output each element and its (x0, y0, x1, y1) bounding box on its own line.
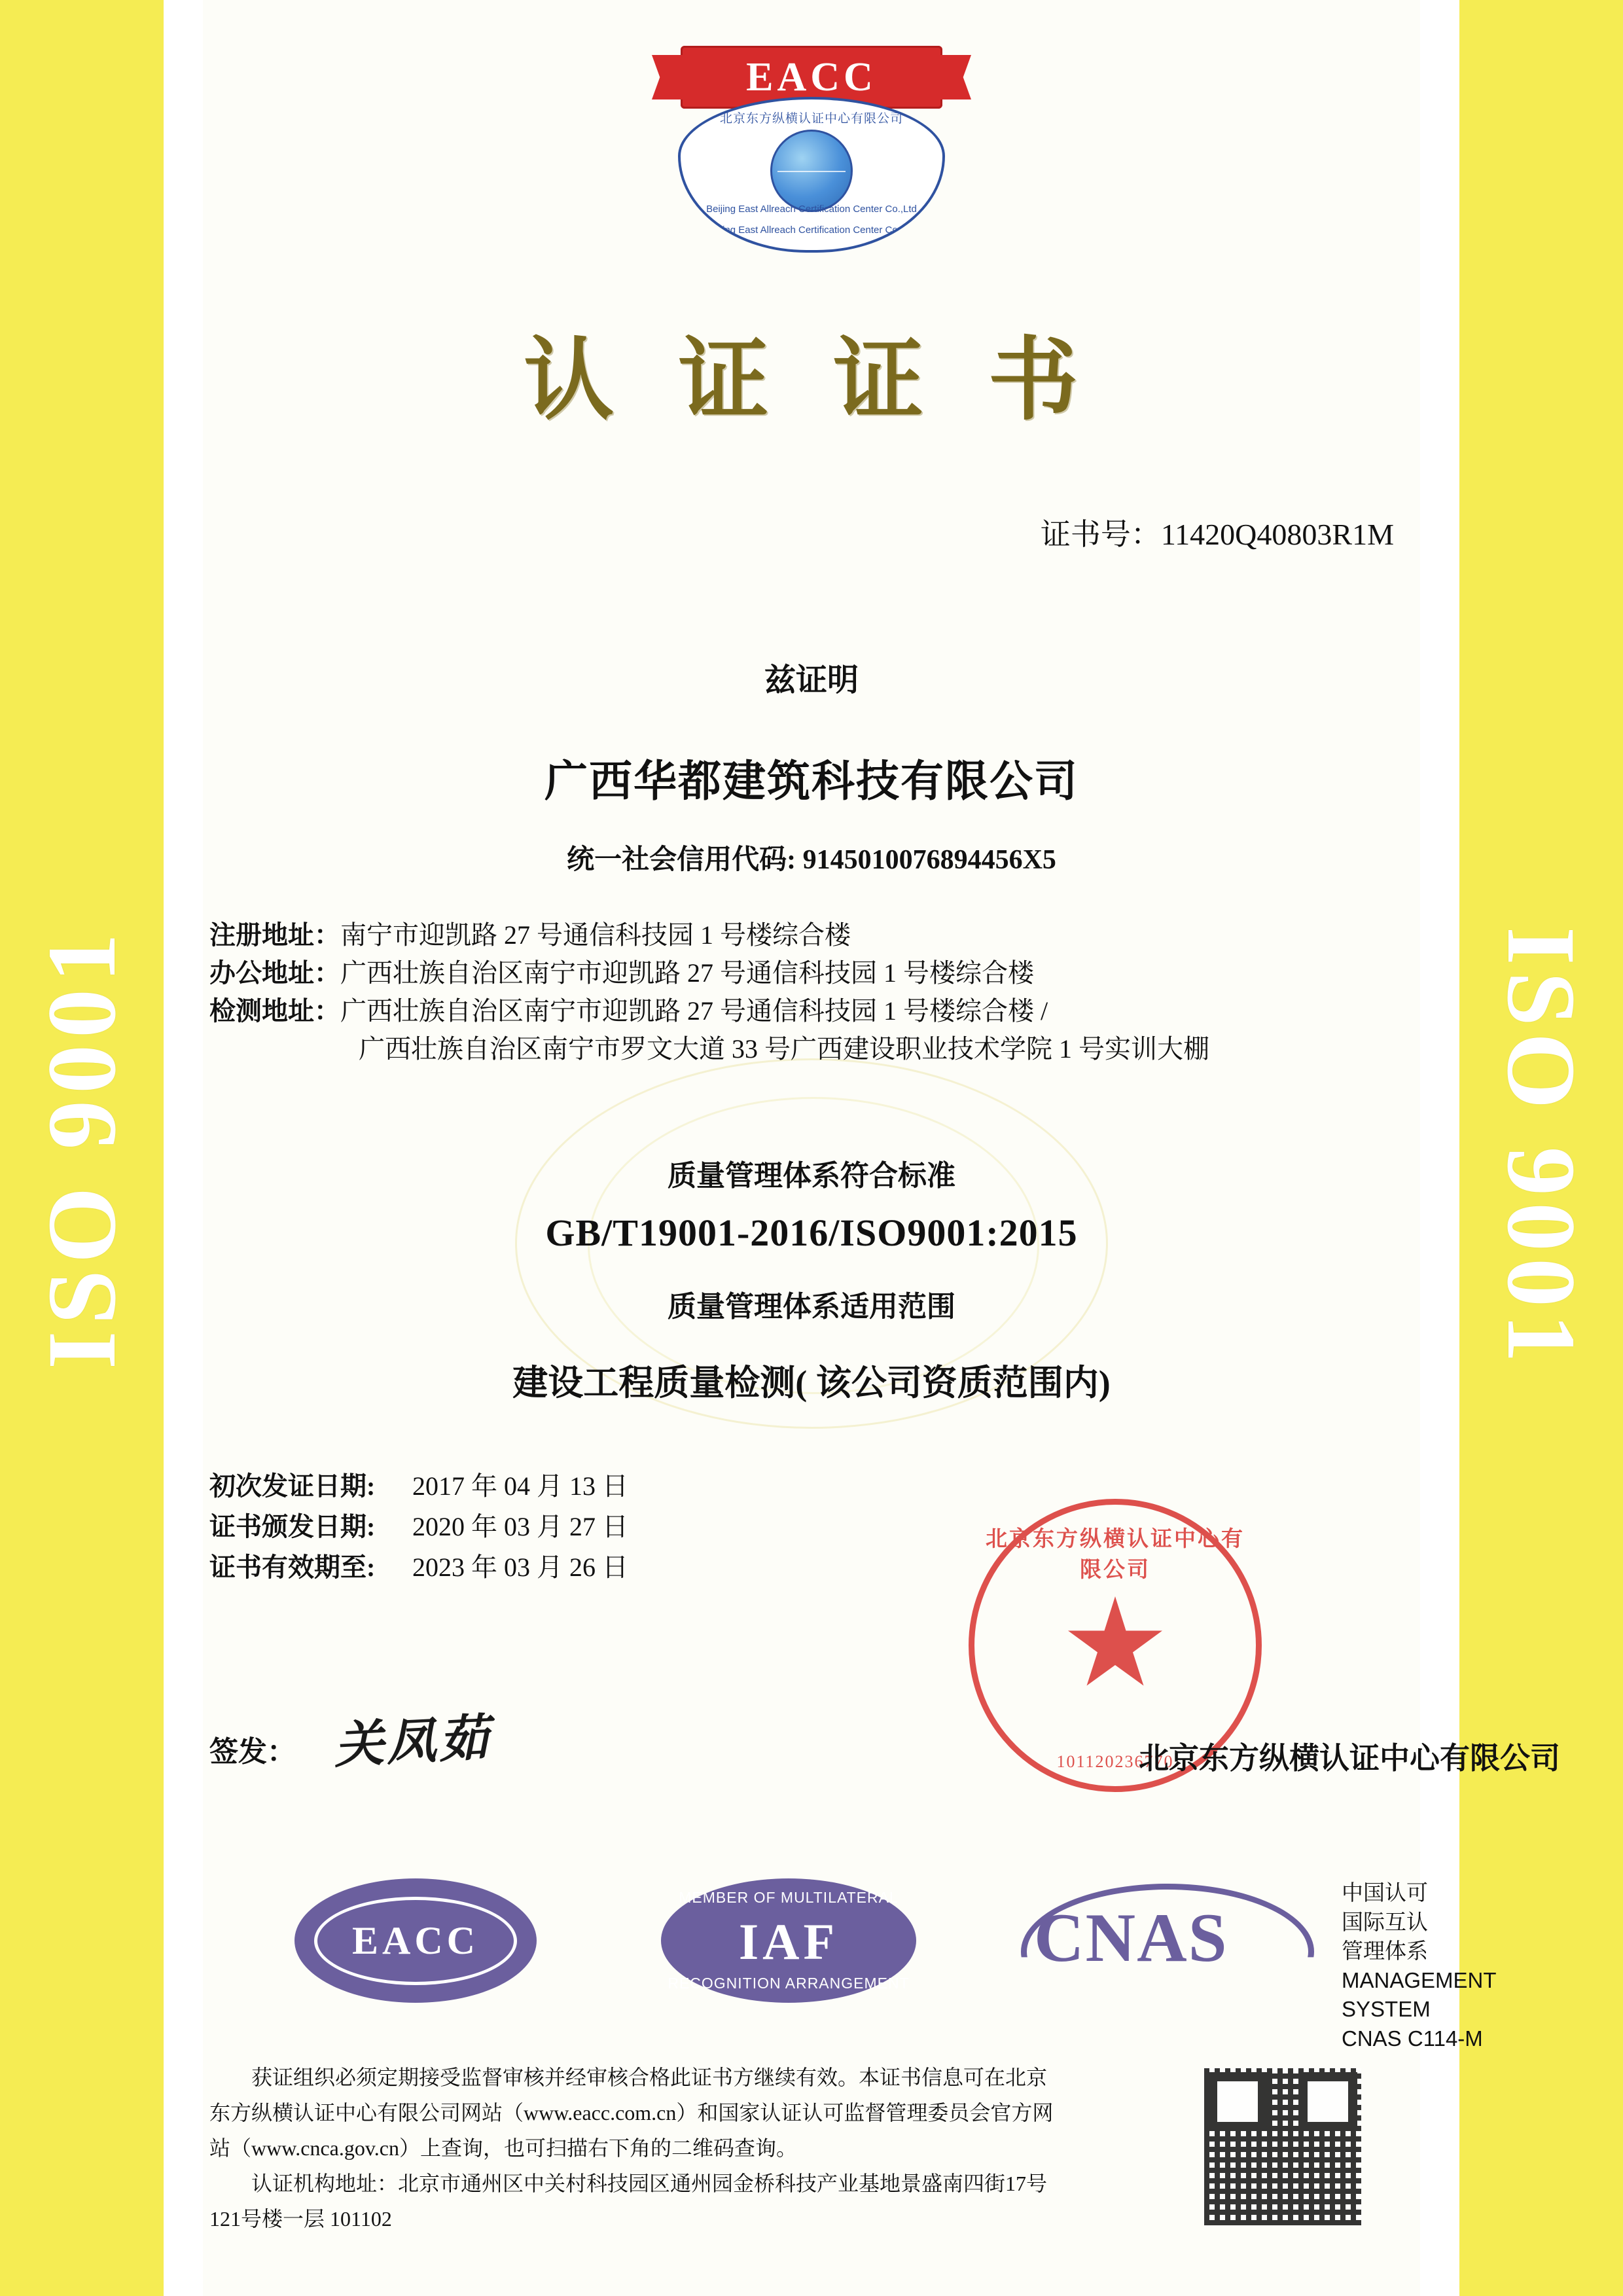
eacc-shield (678, 97, 945, 253)
eacc-shield-english-name-1: Beijing East Allreach Certification Center Co.,Ltd (706, 204, 917, 215)
certificate-title: 认 证 证 书 (524, 331, 1099, 431)
footer-line-3: 站（www.cnca.gov.cn）上查询，也可扫描右下角的二维码查询。 (209, 2136, 797, 2160)
seal-top-text: 北京东方纵横认证中心有限公司 (986, 1528, 1245, 1582)
eacc-badge (294, 1878, 537, 2003)
footer-line-2: 东方纵横认证中心有限公司网站（www.eacc.com.cn）和国家认证认可监督管理委员会官方网 (209, 2101, 1054, 2125)
left-inner-margin (164, 0, 203, 2296)
address-row (209, 992, 1414, 1030)
unified-social-credit-code (203, 838, 1420, 877)
signature-label: 签发： (209, 1736, 296, 1768)
address-label: 注册地址： (209, 920, 340, 950)
footer-note (209, 2062, 1145, 2238)
hereby-certify-text: 兹证明 (764, 663, 859, 698)
cnas-line-3: 管理体系 (1342, 1939, 1428, 1964)
eacc-ribbon-label: EACC (746, 54, 877, 99)
address-value: 广西壮族自治区南宁市迎凯路 27 号通信科技园 1 号楼综合楼 (340, 958, 1034, 988)
cnas-line-2: 国际互认 (1342, 1909, 1428, 1934)
date-label: 初次发证日期: (209, 1471, 376, 1501)
address-label: 办公地址： (209, 958, 340, 988)
signature-name: 关凤茹 (332, 1710, 493, 1774)
date-value: 2023 年 03 月 26 日 (412, 1552, 628, 1582)
scope-label: 质量管理体系适用范围 (668, 1291, 955, 1323)
address-row (209, 1030, 1414, 1068)
standard-label: 质量管理体系符合标准 (668, 1160, 955, 1192)
address-row (209, 954, 1414, 992)
dates-block (209, 1466, 628, 1588)
iaf-main-label: IAF (738, 1913, 839, 1970)
uscc-value: 9145010076894456X5 (802, 845, 1056, 875)
star-icon (1066, 1596, 1164, 1695)
eacc-badge-label: EACC (314, 1897, 517, 1985)
date-row (209, 1547, 628, 1588)
date-row (209, 1466, 628, 1507)
address-value: 南宁市迎凯路 27 号通信科技园 1 号楼综合楼 (340, 920, 851, 950)
date-row (209, 1507, 628, 1547)
scope-value: 建设工程质量检测( 该公司资质范围内) (512, 1363, 1111, 1403)
uscc-label: 统一社会信用代码: (567, 845, 796, 875)
cnas-description (1342, 1878, 1496, 2053)
address-value: 广西壮族自治区南宁市罗文大道 33 号广西建设职业技术学院 1 号实训大棚 (359, 1034, 1209, 1064)
address-row (209, 916, 1414, 954)
footer-line-4: 认证机构地址：北京市通州区中关村科技园区通州园金桥科技产业基地景盛南四街17号 (251, 2172, 1048, 2195)
footer-line-1: 获证组织必须定期接受监督审核并经审核合格此证书方继续有效。本证书信息可在北京 (251, 2066, 1048, 2089)
standard-value: GB/T19001-2016/ISO9001:2015 (545, 1211, 1078, 1254)
left-yellow-band (0, 0, 164, 2296)
cnas-line-5: CNAS C114-M (1342, 2026, 1483, 2051)
certificate-number (1041, 511, 1394, 554)
date-label: 证书颁发日期: (209, 1512, 376, 1541)
address-label: 检测地址： (209, 996, 340, 1026)
cnas-label: CNAS (1034, 1899, 1228, 1976)
certificate-number-value: 11420Q40803R1M (1160, 518, 1394, 551)
qr-code[interactable] (1204, 2068, 1361, 2225)
seal-bottom-text: 101120236770 (1056, 1752, 1174, 1771)
left-band-label: ISO 9001 (27, 927, 136, 1369)
iaf-top-label: MEMBER OF MULTILATERAL (679, 1889, 899, 1906)
eacc-shield-english-name-2: Beijing East Allreach Certification Center Co.,Ltd (706, 224, 917, 236)
footer-line-5: 121号楼一层 101102 (209, 2207, 392, 2231)
iaf-badge (661, 1878, 916, 2003)
issuer-name: 北京东方纵横认证中心有限公司 (1139, 1742, 1560, 1775)
address-block (209, 916, 1414, 1068)
accreditation-logos (203, 1865, 1496, 2051)
certificate-number-label: 证书号： (1040, 518, 1161, 551)
date-label: 证书有效期至: (209, 1552, 376, 1582)
eacc-ribbon (681, 46, 942, 109)
right-band-label: ISO 9001 (1487, 927, 1596, 1369)
date-value: 2020 年 03 月 27 日 (412, 1512, 628, 1541)
iaf-bottom-label: RECOGNITION ARRANGEMENT (668, 1975, 910, 1992)
company-name: 广西华都建筑科技有限公司 (544, 758, 1079, 806)
eacc-logo (658, 46, 965, 268)
address-value: 广西壮族自治区南宁市迎凯路 27 号通信科技园 1 号楼综合楼 / (340, 996, 1048, 1026)
certificate-content (203, 0, 1560, 2296)
eacc-shield-chinese-name: 北京东方纵横认证中心有限公司 (719, 112, 903, 126)
cnas-line-1: 中国认可 (1342, 1880, 1428, 1905)
date-value: 2017 年 04 月 13 日 (412, 1471, 628, 1501)
globe-icon (770, 130, 853, 212)
cnas-line-4: MANAGEMENT SYSTEM (1342, 1967, 1496, 2022)
